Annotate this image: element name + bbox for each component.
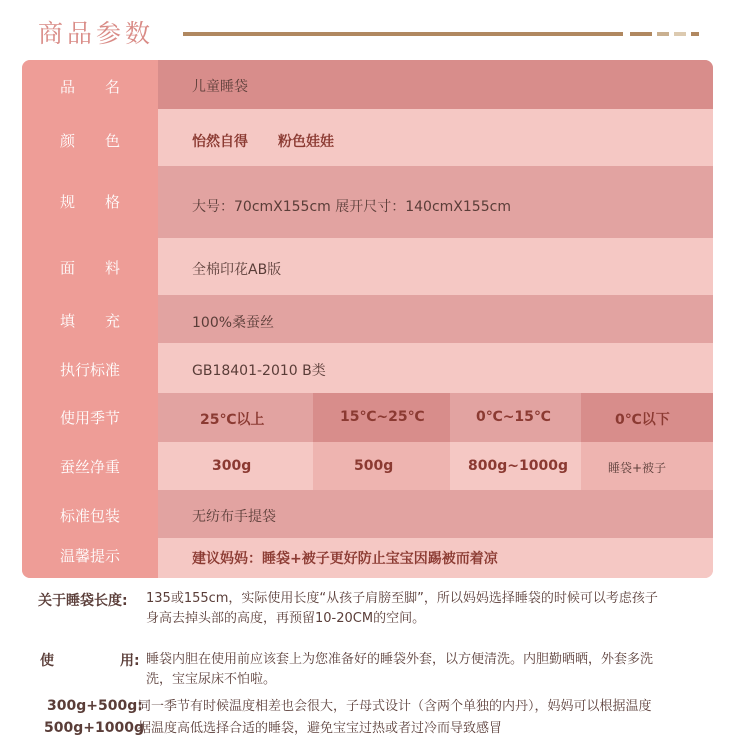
value-filling: 100%桑蚕丝 bbox=[192, 315, 275, 331]
divider bbox=[691, 32, 699, 36]
row-package bbox=[158, 490, 713, 538]
weight-label-2: 500g+1000g bbox=[44, 720, 144, 736]
weight-text-1: 同一季节有时候温度相差也会很大，子母式设计（含两个单独的内丹），妈妈可以根据温度 bbox=[138, 699, 652, 714]
season-1: 25℃以上 bbox=[200, 412, 265, 428]
label-weight: 蚕丝净重 bbox=[59, 458, 120, 476]
label-season: 使用季节 bbox=[59, 409, 120, 427]
row-standard bbox=[158, 343, 713, 393]
label-size: 规 格 bbox=[59, 193, 120, 211]
spec-table bbox=[22, 60, 713, 578]
season-3: 0℃~15℃ bbox=[476, 409, 551, 425]
weight-label-1: 300g+500g: bbox=[47, 698, 143, 714]
value-tip: 建议妈妈：睡袋+被子更好防止宝宝因踢被而着凉 bbox=[192, 551, 498, 567]
label-column bbox=[22, 60, 158, 578]
weight-3: 800g~1000g bbox=[468, 458, 568, 474]
divider bbox=[674, 32, 686, 36]
value-name: 儿童睡袋 bbox=[192, 79, 248, 95]
weight-1: 300g bbox=[212, 458, 252, 474]
header bbox=[0, 0, 750, 60]
row-color bbox=[158, 109, 713, 166]
row-size bbox=[158, 166, 713, 238]
weight-2: 500g bbox=[354, 458, 394, 474]
row-name bbox=[158, 60, 713, 109]
weight-4: 睡袋+被子 bbox=[608, 461, 667, 475]
row-tip bbox=[158, 538, 713, 578]
value-size: 大号：70cmX155cm 展开尺寸：140cmX155cm bbox=[192, 199, 511, 215]
use-text-1: 睡袋内胆在使用前应该套上为您准备好的睡袋外套，以方便清洗。内胆勤晒晒，外套多洗 bbox=[146, 652, 654, 667]
label-package: 标准包装 bbox=[59, 507, 120, 525]
use-text-2: 洗，宝宝尿床不怕啦。 bbox=[146, 672, 277, 687]
length-text-2: 身高去掉头部的高度，再预留10-20CM的空间。 bbox=[146, 611, 426, 626]
weight-text-2: 据温度高低选择合适的睡袋，避免宝宝过热或者过冷而导致感冒 bbox=[138, 721, 503, 736]
label-tip: 温馨提示 bbox=[59, 547, 120, 565]
row-weight bbox=[158, 442, 713, 490]
row-season bbox=[158, 393, 713, 442]
divider bbox=[657, 32, 669, 36]
value-color-2: 粉色娃娃 bbox=[278, 134, 334, 150]
value-standard: GB18401-2010 B类 bbox=[192, 363, 326, 379]
season-2: 15℃~25℃ bbox=[340, 409, 425, 425]
label-name: 品 名 bbox=[59, 78, 120, 96]
value-color-1: 怡然自得 bbox=[192, 134, 248, 150]
divider bbox=[630, 32, 652, 36]
value-package: 无纺布手提袋 bbox=[192, 509, 276, 525]
use-label-2: 用: bbox=[120, 653, 140, 669]
length-label: 关于睡袋长度: bbox=[38, 593, 128, 609]
length-text-1: 135或155cm，实际使用长度“从孩子肩膀至脚”，所以妈妈选择睡袋的时候可以考虑孩子 bbox=[146, 591, 658, 606]
season-4: 0℃以下 bbox=[615, 412, 670, 428]
row-fabric bbox=[158, 238, 713, 295]
row-filling bbox=[158, 295, 713, 343]
label-standard: 执行标准 bbox=[59, 361, 120, 379]
value-fabric: 全棉印花AB版 bbox=[192, 262, 282, 278]
label-filling: 填 充 bbox=[59, 312, 120, 330]
page-title: 商品参数 bbox=[38, 19, 155, 48]
use-label-1: 使 bbox=[40, 653, 54, 669]
label-fabric: 面 料 bbox=[59, 259, 120, 277]
label-color: 颜 色 bbox=[59, 132, 120, 150]
divider bbox=[183, 32, 623, 36]
